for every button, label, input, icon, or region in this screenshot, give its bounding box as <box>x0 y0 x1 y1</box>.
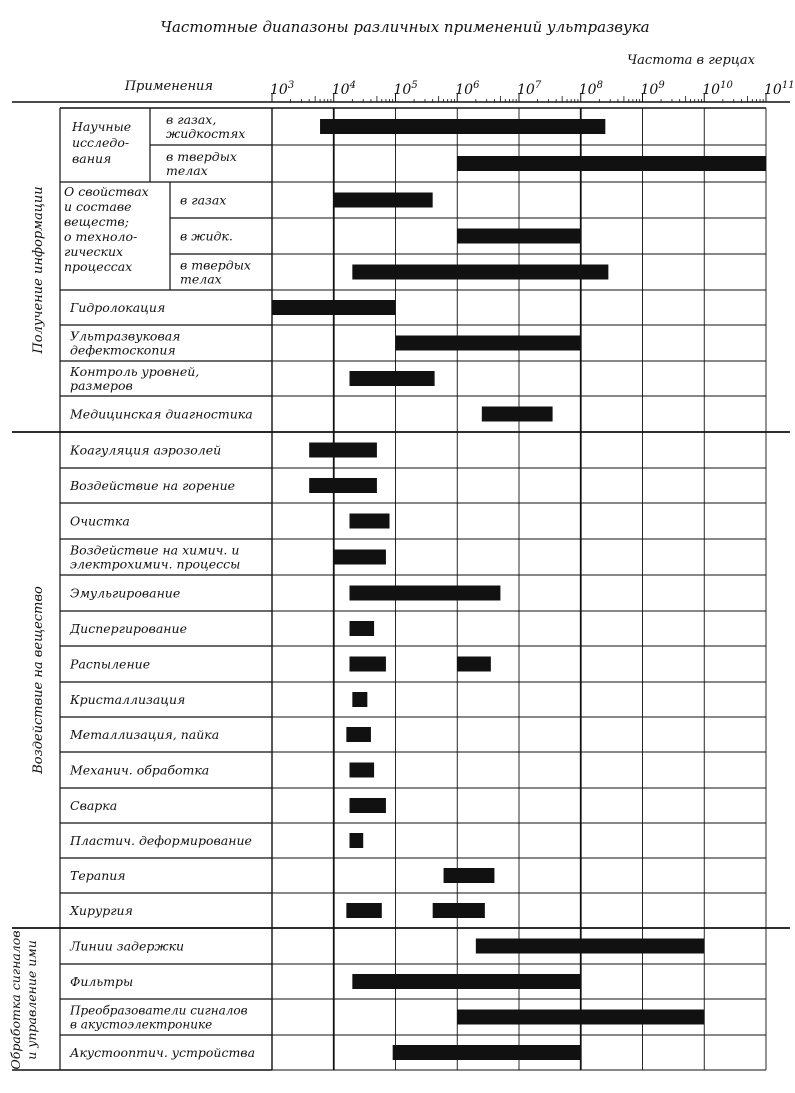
x-tick-label: $10^3$ <box>270 80 295 98</box>
range-bar <box>320 119 605 134</box>
row-label-line: Ультразвуковая <box>70 328 181 344</box>
subgroup-label-line: о техноло- <box>64 229 138 244</box>
subgroup-label-line: исследо- <box>72 135 130 150</box>
x-tick-label: $10^4$ <box>331 80 356 98</box>
group-label: Обработка сигналов <box>8 930 23 1070</box>
row-label-line: Хирургия <box>70 903 133 918</box>
range-bar <box>272 300 396 315</box>
row-label-line: в твердых <box>180 257 251 273</box>
range-bar <box>350 371 435 386</box>
row-label-line: Линии задержки <box>70 938 185 954</box>
subgroup-label-line: О свойствах <box>64 184 149 199</box>
x-axis-label: Частота в герцах <box>627 53 755 68</box>
row-label-line: Воздействие на горение <box>70 478 236 493</box>
group-label: Воздействие на вещество <box>31 586 46 774</box>
row-label-line: Диспергирование <box>70 621 187 636</box>
range-bar <box>444 868 495 883</box>
group-label: Получение информации <box>31 186 46 354</box>
row-label-line: Кристаллизация <box>70 692 186 707</box>
x-tick-label: $10^9$ <box>640 80 665 98</box>
range-bar <box>346 903 381 918</box>
row-label-line: Пластич. деформирование <box>70 833 252 848</box>
row-label-line: телах <box>180 271 222 287</box>
range-bar <box>350 833 364 848</box>
row-label-line: Эмульгирование <box>70 585 181 601</box>
group-label: и управление ими <box>24 940 39 1060</box>
subgroup-label-line: гических <box>64 244 124 259</box>
row-label-line: Преобразователи сигналов <box>70 1003 248 1018</box>
range-bar <box>350 763 375 778</box>
range-bar <box>396 336 581 351</box>
subgroup-label-line: процессах <box>64 259 133 274</box>
grid-layer <box>272 108 766 1070</box>
range-bar <box>309 478 377 493</box>
range-bar <box>352 692 367 707</box>
range-bar <box>309 443 377 458</box>
range-bar <box>482 407 553 422</box>
range-bar <box>457 229 581 244</box>
row-label-line: Акустооптич. устройства <box>70 1045 256 1060</box>
row-label-line: в акустоэлектронике <box>70 1017 213 1032</box>
row-label-line: дефектоскопия <box>70 342 176 358</box>
row-label-line: Механич. обработка <box>70 762 210 778</box>
range-bar <box>393 1045 581 1060</box>
x-tick-label: $10^7$ <box>517 80 542 98</box>
range-bar <box>476 939 704 954</box>
row-label-line: в твердых <box>166 149 237 164</box>
range-bar <box>346 727 371 742</box>
range-bar <box>352 265 608 280</box>
range-bar <box>334 193 433 208</box>
row-label-line: Сварка <box>70 798 118 813</box>
x-tick-label: $10^8$ <box>578 80 603 98</box>
row-label-line: Воздействие на химич. и <box>70 542 240 558</box>
range-bar <box>350 586 501 601</box>
x-tick-label: $10^{10}$ <box>702 80 733 98</box>
tick-layer <box>270 80 795 102</box>
row-label-line: электрохимич. процессы <box>70 556 241 572</box>
row-label-line: Гидролокация <box>70 300 166 315</box>
range-bar <box>352 974 580 989</box>
row-label-line: Медицинская диагностика <box>70 406 253 422</box>
row-label-line: Распыление <box>70 656 151 672</box>
row-label-line: размеров <box>70 378 133 393</box>
row-label-line: в газах, <box>166 112 217 127</box>
row-label-line: в газах <box>180 192 227 208</box>
range-bar <box>457 657 491 672</box>
range-bar <box>433 903 485 918</box>
range-bar <box>457 1010 704 1025</box>
row-label-line: Металлизация, пайка <box>70 727 220 742</box>
x-tick-label: $10^{11}$ <box>764 80 795 98</box>
range-bar <box>350 657 386 672</box>
range-bar <box>350 621 375 636</box>
subgroup-label-line: Научные <box>72 119 132 134</box>
range-bar <box>350 514 390 529</box>
row-label-line: телах <box>166 163 208 178</box>
subgroup-label-line: и составе <box>64 199 132 214</box>
category-header: Применения <box>124 79 213 94</box>
row-label-line: Контроль уровней, <box>70 364 200 379</box>
row-label-line: Терапия <box>70 868 126 883</box>
row-label-line: жидкостях <box>166 126 246 141</box>
x-tick-label: $10^6$ <box>455 80 480 98</box>
row-labels-layer <box>8 112 255 1070</box>
subgroup-label-line: веществ; <box>64 214 129 229</box>
x-tick-label: $10^5$ <box>393 80 418 98</box>
row-label-line: Очистка <box>70 513 130 529</box>
row-label-line: Фильтры <box>70 974 134 989</box>
subgroup-label-line: вания <box>72 151 112 166</box>
chart-title: Частотные диапазоны различных применений ультразвука <box>160 18 650 36</box>
range-bar <box>350 798 386 813</box>
range-bar <box>457 156 766 171</box>
range-bar <box>334 550 386 565</box>
row-label-line: Коагуляция аэрозолей <box>70 442 222 458</box>
row-label-line: в жидк. <box>180 228 233 244</box>
